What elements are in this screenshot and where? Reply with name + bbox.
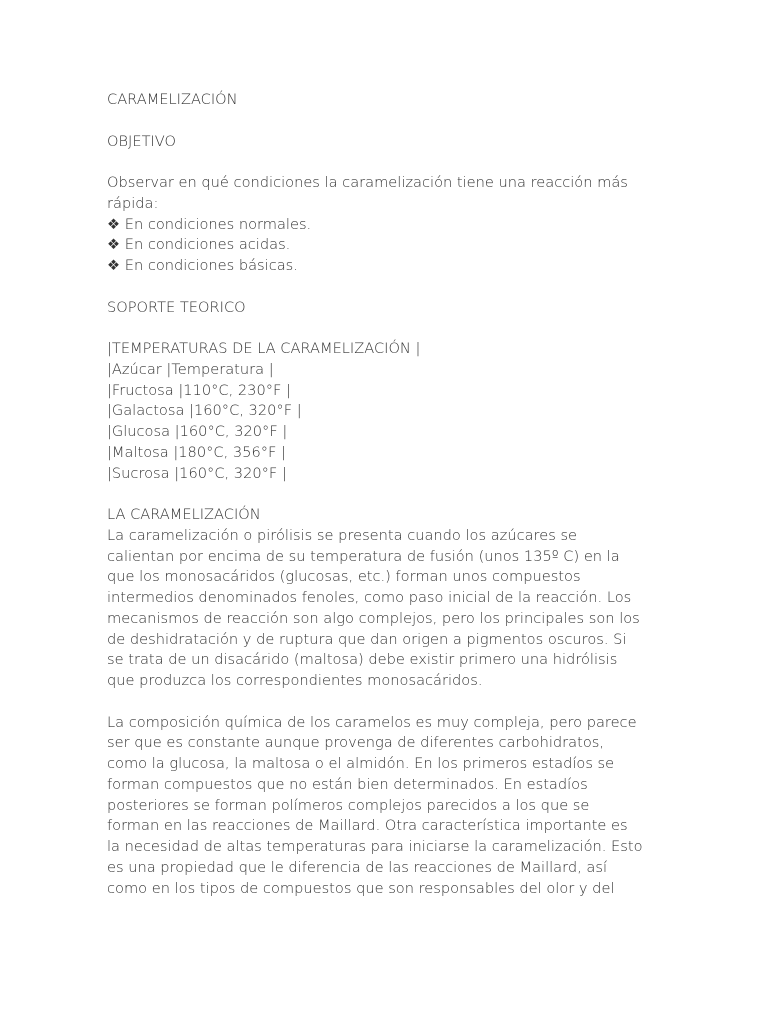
paragraph-line: se trata de un disacárido (maltosa) debe existir primero una hidrólisis [107, 651, 618, 669]
paragraph-line: es una propiedad que le diferencia de las reacciones de Maillard, así [107, 858, 608, 876]
paragraph-line: mecanismos de reacción son algo complejos, pero los principales son los [107, 609, 640, 627]
spacer [107, 484, 667, 505]
section-heading: LA CARAMELIZACIÓN [107, 506, 261, 523]
paragraph-line: intermedios denominados fenoles, como paso inicial de la reacción. Los [107, 589, 632, 606]
paragraph [107, 526, 667, 692]
diamond-bullet-icon: ❖ [107, 215, 121, 233]
diamond-bullet-icon: ❖ [107, 257, 121, 274]
paragraph-line: forman compuestos que no están bien determinados. En estadíos [107, 775, 588, 793]
spacer [107, 152, 667, 173]
objective-text-line: rápida: [107, 194, 159, 212]
paragraph-line: posteriores se forman polímeros complejos parecidos a los que se [107, 796, 590, 814]
table-row: |Glucosa |160°C, 320°F | [107, 423, 288, 440]
table-row: |Galactosa |160°C, 320°F | [107, 402, 302, 420]
paragraph-line: de deshidratación y de ruptura que dan origen a pigmentos oscuros. Si [107, 630, 627, 648]
bullet-text: En condiciones básicas. [124, 257, 298, 274]
objective-text-line: Observar en qué condiciones la caramelización tiene una reacción más [107, 174, 628, 191]
spacer [107, 111, 667, 132]
paragraph-line: ser que es constante aunque provenga de diferentes carbohidratos, [107, 734, 605, 752]
objective-heading: OBJETIVO [107, 132, 176, 150]
table-row: |Sucrosa |160°C, 320°F | [107, 464, 287, 482]
theory-heading: SOPORTE TEORICO [107, 298, 246, 316]
bullet-item [107, 215, 667, 236]
paragraph [107, 713, 667, 900]
table-row: |Fructosa |110°C, 230°F | [107, 381, 291, 399]
table-row: |Azúcar |Temperatura | [107, 360, 274, 378]
bullet-item [107, 235, 667, 256]
paragraph-line: calientan por encima de su temperatura de fusión (unos 135º C) en la [107, 547, 620, 565]
paragraph-line: La composición química de los caramelos es muy compleja, pero parece [107, 713, 637, 731]
paragraph-line: La caramelización o pirólisis se presenta cuando los azúcares se [107, 526, 578, 544]
paragraph-line: que los monosacáridos (glucosas, etc.) forman unos compuestos [107, 568, 581, 586]
table-row: |Maltosa |180°C, 356°F | [107, 443, 286, 461]
spacer [107, 692, 667, 713]
spacer [107, 277, 667, 298]
table-row: |TEMPERATURAS DE LA CARAMELIZACIÓN | [107, 340, 421, 357]
paragraph-line: la necesidad de altas temperaturas para iniciarse la caramelización. Esto [107, 838, 643, 855]
paragraph-line: forman en las reacciones de Maillard. Otra característica importante es [107, 817, 628, 835]
document-title: CARAMELIZACIÓN [107, 91, 238, 108]
spacer [107, 318, 667, 339]
bullet-text: En condiciones acidas. [124, 236, 291, 254]
diamond-bullet-icon: ❖ [107, 236, 121, 254]
paragraph-line: como en los tipos de compuestos que son responsables del olor y del [107, 879, 615, 897]
paragraph-line: como la glucosa, la maltosa o el almidón. En los primeros estadíos se [107, 755, 615, 772]
temperature-table [107, 339, 667, 484]
bullet-item [107, 256, 667, 277]
document-page [107, 90, 667, 899]
paragraph-line: que produzca los correspondientes monosacáridos. [107, 672, 483, 689]
bullet-text: En condiciones normales. [124, 215, 312, 233]
